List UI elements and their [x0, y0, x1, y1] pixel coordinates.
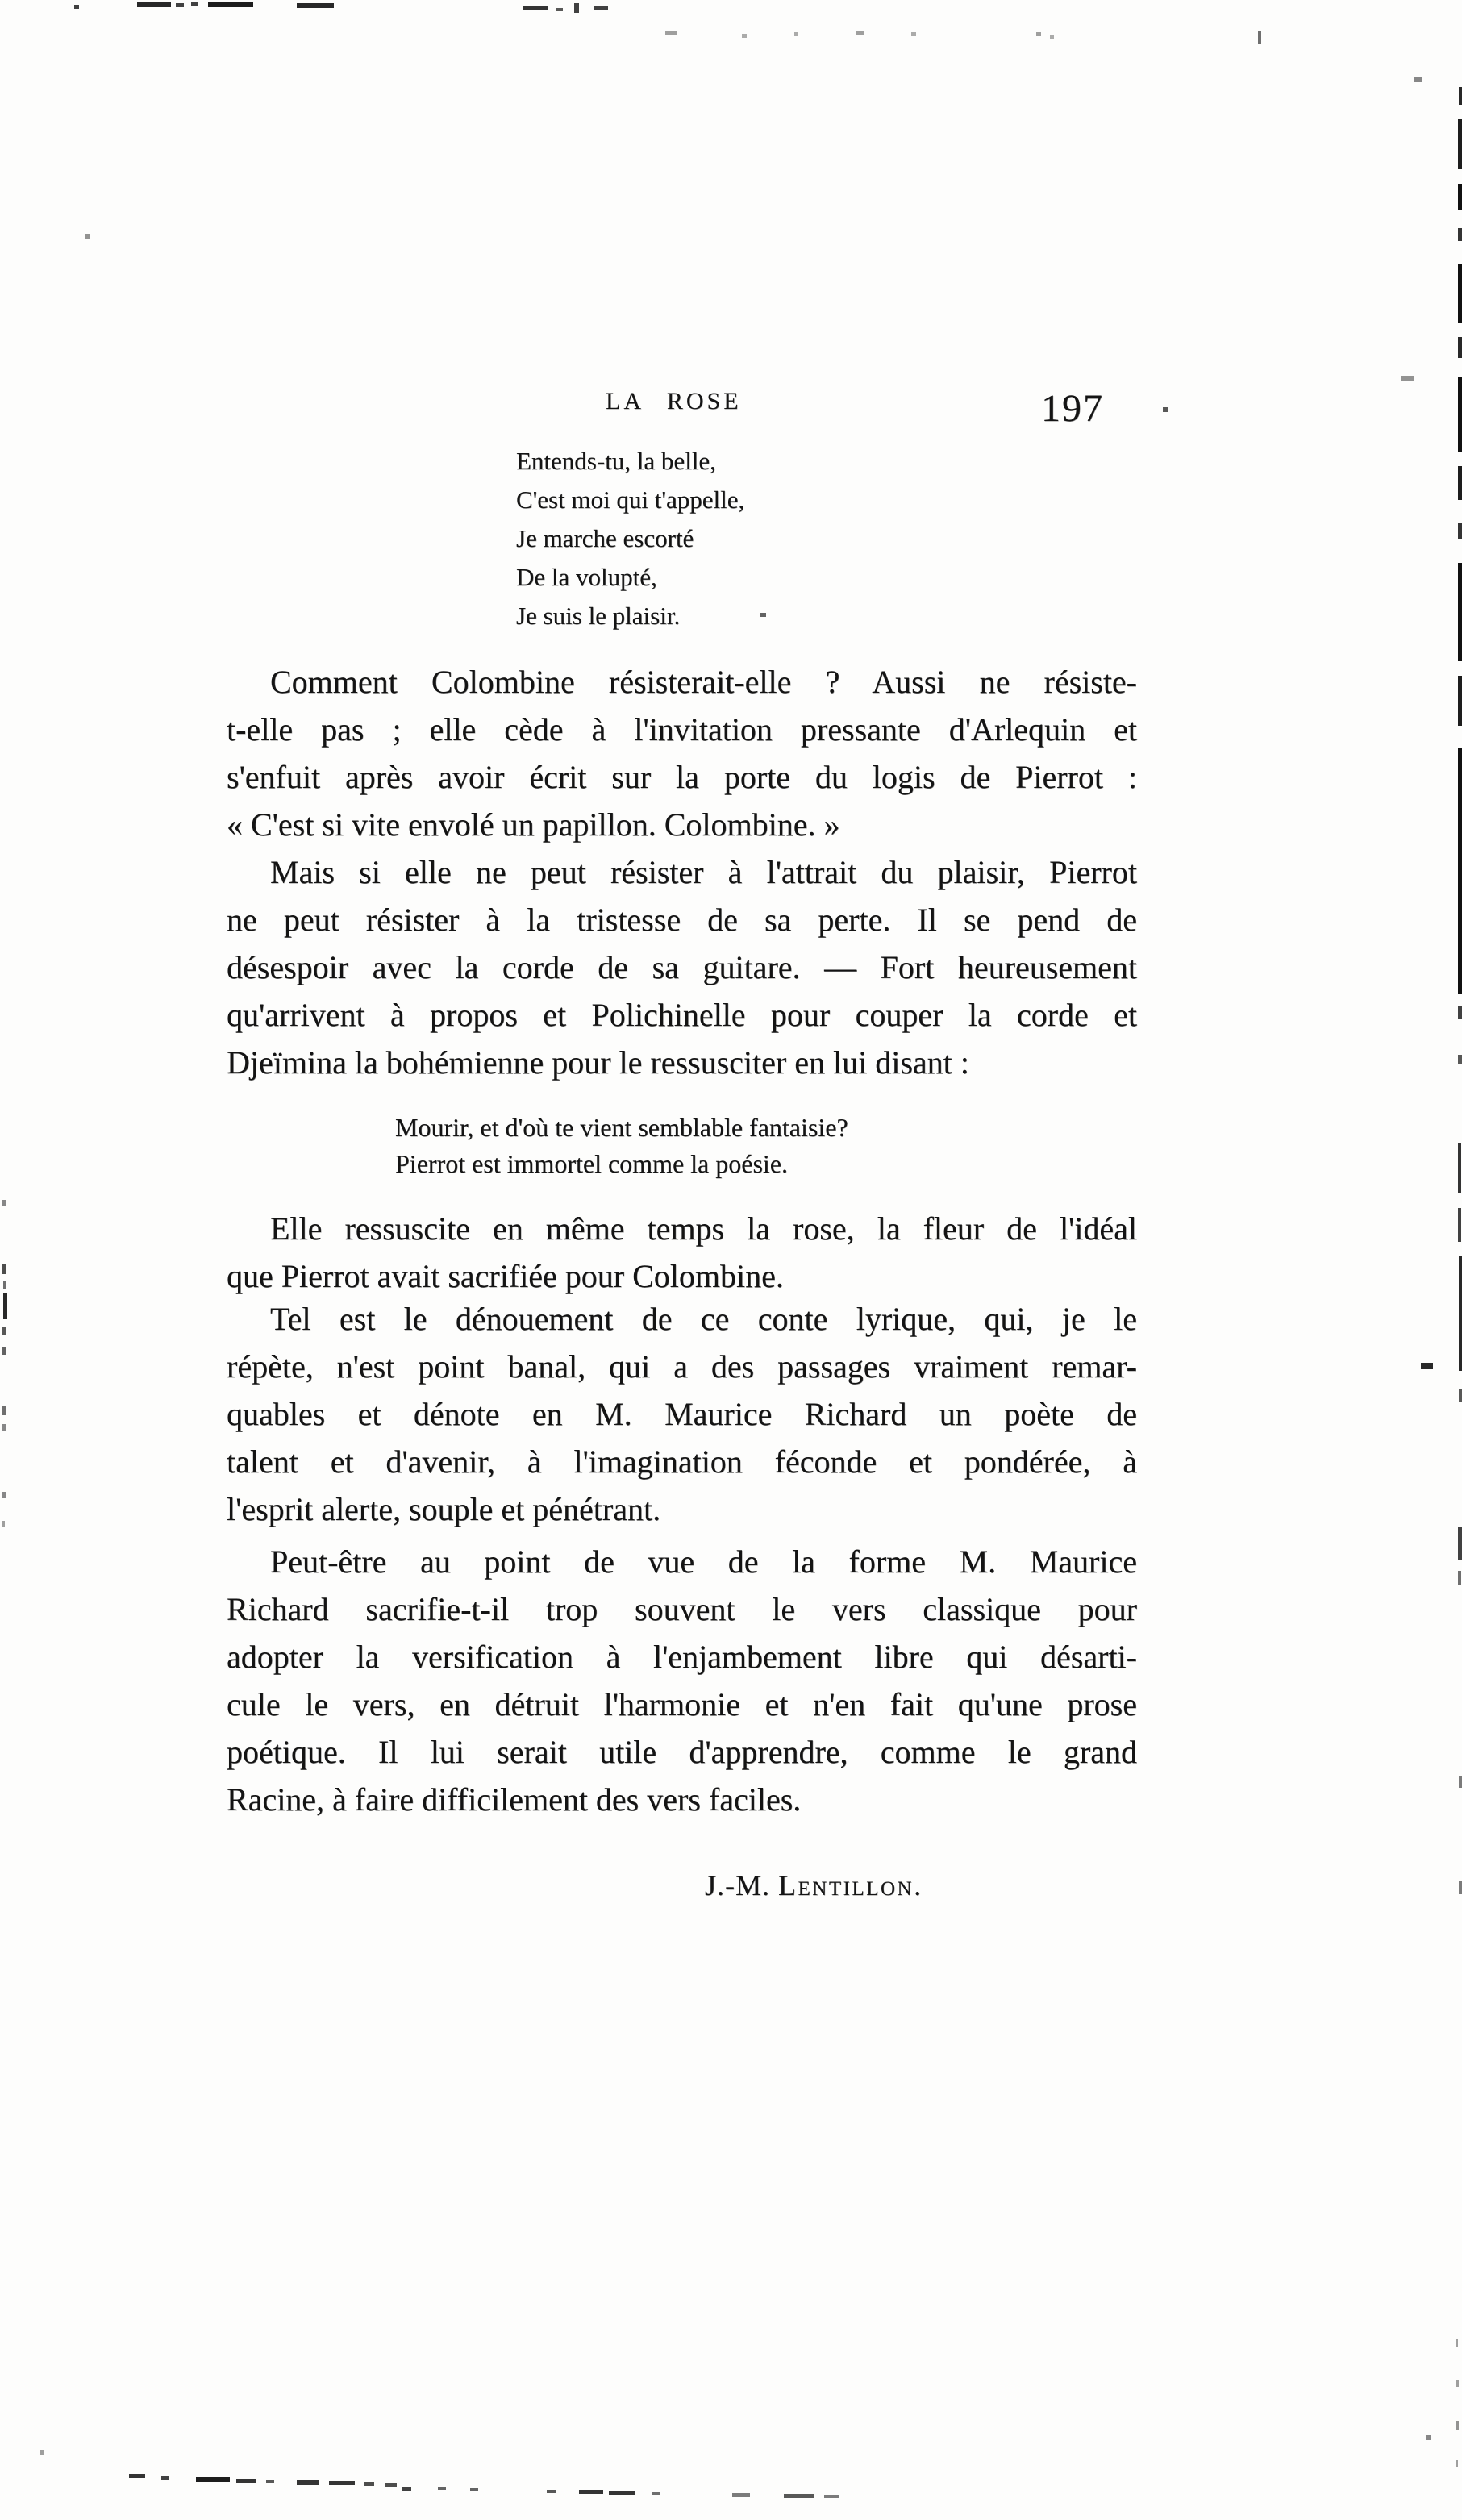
scan-speck	[594, 6, 608, 10]
scan-speck	[364, 2482, 374, 2486]
text-line: Comment Colombine résisterait-elle ? Aussi ne résiste-	[270, 664, 1137, 700]
text-line: Elle ressuscite en même temps la rose, la fleur de l'idéal	[270, 1210, 1137, 1247]
text-line: « C'est si vite envolé un papillon. Colombine. »	[227, 806, 840, 843]
paragraph	[227, 1538, 1137, 1823]
scan-speck	[196, 2477, 230, 2482]
scan-speck	[824, 2495, 839, 2498]
couplet-block	[395, 1110, 848, 1182]
text-line: Mourir, et d'où te vient semblable fantaisie?	[395, 1113, 848, 1142]
signature-initials: J.-M.	[705, 1869, 779, 1901]
scan-speck	[2, 1492, 6, 1498]
text-line: C'est moi qui t'appelle,	[516, 485, 745, 514]
text-line: Tel est le dénouement de ce conte lyrique, qui, je le	[270, 1301, 1137, 1337]
signature-name: Lentillon.	[778, 1869, 923, 1901]
scan-speck	[1458, 1527, 1462, 1560]
scan-speck	[176, 3, 184, 7]
scan-speck	[1163, 407, 1168, 412]
author-signature	[705, 1871, 923, 1900]
page-header-title: LA ROSE	[606, 388, 742, 414]
text-line: Peut-être au point de vue de la forme M. Maurice	[270, 1543, 1137, 1580]
scan-speck	[129, 2474, 145, 2478]
text-line: Je marche escorté	[516, 524, 694, 552]
scan-speck	[1050, 35, 1054, 39]
text-line: ne peut résister à la tristesse de sa perte. Il se pend de	[227, 902, 1137, 938]
paragraph	[227, 1295, 1137, 1533]
scan-speck	[1456, 2460, 1458, 2467]
scan-speck	[2, 1264, 6, 1274]
scan-speck	[208, 2, 253, 7]
text-line: l'esprit alerte, souple et pénétrant.	[227, 1491, 661, 1527]
scan-speck	[609, 2491, 635, 2495]
scan-speck	[760, 613, 766, 617]
scan-speck	[1456, 2421, 1459, 2430]
scan-speck	[191, 2, 198, 6]
scan-speck	[1459, 1881, 1462, 1894]
scan-speck	[523, 6, 548, 10]
scan-speck	[329, 2481, 355, 2485]
scan-speck	[1458, 377, 1462, 452]
scan-speck	[1458, 119, 1462, 169]
scan-speck	[2, 1347, 6, 1355]
scan-speck	[1458, 184, 1462, 210]
scan-speck	[1458, 466, 1462, 500]
scan-speck	[911, 32, 916, 36]
scan-speck	[74, 5, 79, 9]
scan-speck	[2, 1521, 5, 1527]
scan-speck	[1421, 1363, 1433, 1369]
scan-speck	[794, 32, 798, 36]
verse-block	[516, 442, 744, 635]
scan-speck	[1458, 1143, 1461, 1193]
scan-speck	[161, 2476, 169, 2480]
scan-speck	[1414, 77, 1422, 82]
text-line: que Pierrot avait sacrifiée pour Colombine.	[227, 1258, 784, 1294]
scan-speck	[1458, 264, 1462, 323]
scan-speck	[1459, 1389, 1462, 1402]
text-line: s'enfuit après avoir écrit sur la porte du logis de Pierrot :	[227, 759, 1137, 795]
paragraph	[227, 658, 1137, 848]
text-line: adopter la versification à l'enjambement libre qui désarti-	[227, 1639, 1137, 1675]
scan-speck	[1401, 376, 1414, 381]
scan-speck	[1459, 1776, 1462, 1788]
text-line: Pierrot est immortel comme la poésie.	[395, 1149, 788, 1178]
text-line: Richard sacrifie-t-il trop souvent le vers classique pour	[227, 1591, 1137, 1627]
scan-speck	[732, 2493, 750, 2497]
text-line: qu'arrivent à propos et Polichinelle pour couper la corde et	[227, 997, 1137, 1033]
scan-speck	[856, 31, 864, 35]
text-line: Entends-tu, la belle,	[516, 447, 716, 475]
scan-speck	[85, 234, 90, 239]
scan-speck	[1458, 1208, 1461, 1242]
scan-speck	[297, 2480, 319, 2485]
text-line: t-elle pas ; elle cède à l'invitation pressante d'Arlequin et	[227, 711, 1137, 748]
scan-speck	[1459, 1256, 1462, 1371]
scan-speck	[402, 2487, 411, 2491]
scan-speck	[556, 8, 563, 11]
text-line: quables et dénote en M. Maurice Richard un poète de	[227, 1396, 1137, 1432]
text-line: poétique. Il lui serait utile d'apprendre, comme le grand	[227, 1734, 1137, 1770]
scan-speck	[2, 1327, 6, 1335]
scan-speck	[547, 2490, 556, 2493]
scan-speck	[784, 2494, 814, 2498]
scan-speck	[236, 2479, 256, 2483]
text-line: Racine, à faire difficilement des vers faciles.	[227, 1781, 802, 1818]
scan-speck	[137, 2, 171, 7]
scan-speck	[2, 1424, 6, 1431]
text-line: Djeïmina la bohémienne pour le ressusciter en lui disant :	[227, 1044, 969, 1081]
scan-speck	[1458, 523, 1462, 539]
scan-speck	[1458, 1571, 1461, 1585]
scan-speck	[652, 2492, 660, 2495]
paragraph	[227, 1205, 1137, 1300]
scan-speck	[1456, 2380, 1459, 2387]
scan-speck	[2, 1406, 6, 1415]
scan-speck	[1456, 2339, 1458, 2347]
scan-speck	[1258, 31, 1261, 44]
scan-speck	[1458, 748, 1462, 994]
scan-speck	[1458, 676, 1462, 726]
scan-speck	[438, 2487, 446, 2490]
scan-speck	[665, 31, 677, 35]
scan-speck	[1458, 1055, 1462, 1064]
scan-speck	[1458, 563, 1462, 661]
text-line: talent et d'avenir, à l'imagination féconde et pondérée, à	[227, 1443, 1137, 1480]
scan-speck	[2, 1200, 6, 1206]
scan-speck	[1458, 1006, 1462, 1019]
page-number: 197	[1041, 387, 1104, 430]
text-line: désespoir avec la corde de sa guitare. — Fort heureusement	[227, 949, 1137, 985]
scan-speck	[574, 3, 579, 13]
scan-speck	[1426, 2435, 1431, 2440]
text-line: Mais si elle ne peut résister à l'attrait du plaisir, Pierrot	[270, 854, 1137, 890]
scan-speck	[1458, 228, 1462, 241]
scan-speck	[470, 2488, 478, 2491]
scan-speck	[579, 2490, 603, 2494]
scan-speck	[1459, 87, 1462, 105]
scan-speck	[742, 34, 747, 38]
text-line: Je suis le plaisir.	[516, 602, 681, 630]
scan-speck	[1036, 32, 1041, 36]
scan-speck	[297, 3, 334, 8]
scan-speck	[40, 2450, 44, 2455]
scan-speck	[3, 1293, 7, 1319]
scan-speck	[1458, 337, 1462, 358]
scan-speck	[266, 2480, 274, 2483]
text-line: répète, n'est point banal, qui a des passages vraiment remar-	[227, 1348, 1137, 1385]
scan-speck	[3, 1281, 6, 1289]
paragraph	[227, 848, 1137, 1086]
text-line: cule le vers, en détruit l'harmonie et n'en fait qu'une prose	[227, 1686, 1137, 1722]
text-line: De la volupté,	[516, 563, 657, 591]
scan-speck	[385, 2483, 397, 2487]
